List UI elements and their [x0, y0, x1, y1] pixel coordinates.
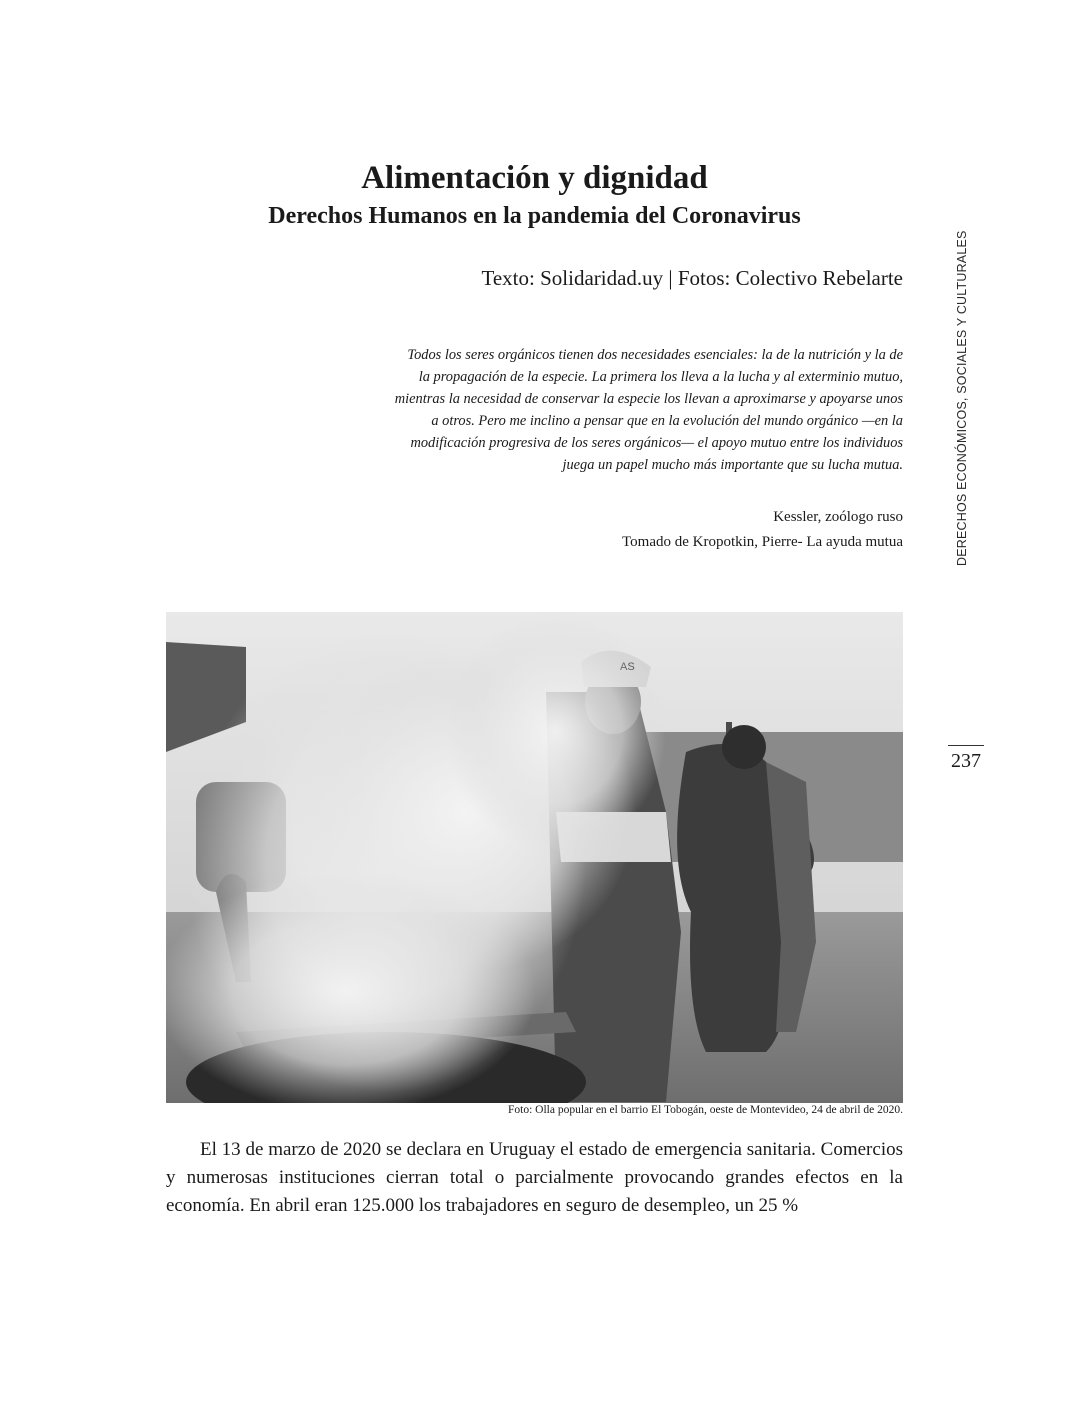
epigraph-source: Tomado de Kropotkin, Pierre- La ayuda mutua	[622, 534, 903, 550]
epigraph-attribution	[622, 505, 903, 555]
article-subtitle: Derechos Humanos en la pandemia del Coronavirus	[268, 203, 801, 229]
epigraph-author: Kessler, zoólogo ruso	[773, 509, 903, 525]
photo-illustration	[166, 612, 903, 1103]
body-paragraph: El 13 de marzo de 2020 se declara en Uruguay el estado de emergencia sanitaria. Comercios y numerosas instituciones cierran total o parcialmente provocando grandes efectos en la economía. En abril eran 125.000 los trabajadores en seguro de desempleo, un 25 %	[166, 1139, 903, 1216]
photo-caption: Foto: Olla popular en el barrio El Tobogán, oeste de Montevideo, 24 de abril de 2020.	[507, 1104, 903, 1116]
page-number: 237	[948, 745, 984, 773]
article-credits: Texto: Solidaridad.uy | Fotos: Colectivo Rebelarte	[481, 266, 903, 290]
article-photo	[166, 612, 903, 1103]
section-side-label: DERECHOS ECONÓMICOS, SOCIALES Y CULTURALES	[955, 230, 969, 566]
epigraph-quote: Todos los seres orgánicos tienen dos necesidades esenciales: la de la nutrición y la de la propagación de la especie. La primera los lleva a la lucha y al exterminio mutuo, mientras la necesidad de conservar la especie los llevan a aproximarse y apoyarse unos a otros. Pero me inclino a pensar que en la evolución del mundo orgánico —en la modificación progresiva de los seres orgánicos— el apoyo mutuo entre los individuos juega un papel mucho más importante que su lucha mutua.	[394, 347, 903, 473]
article-title: Alimentación y dignidad	[361, 160, 708, 196]
